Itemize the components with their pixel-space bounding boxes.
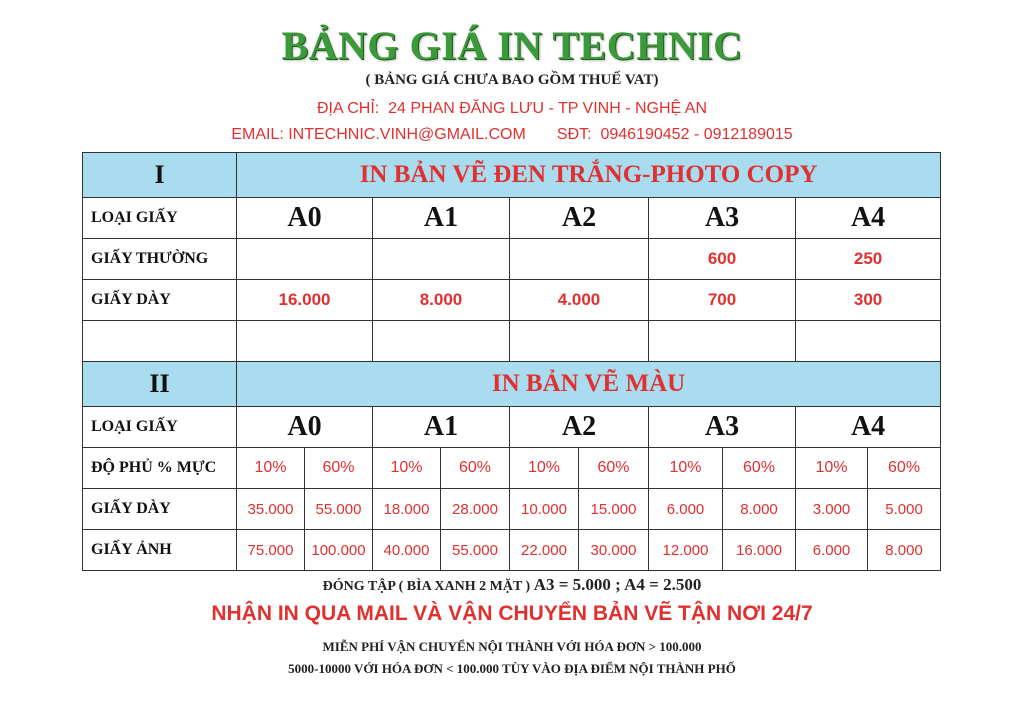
contact-line: EMAIL: INTECHNIC.VINH@GMAIL.COM SĐT: 0946190452 - 0912189015 — [231, 126, 793, 143]
paper-type-label: LOẠI GIẤY — [83, 198, 237, 239]
price-table — [82, 152, 941, 571]
empty-cell — [373, 321, 510, 362]
shipping-fee-note: 5000-10000 VỚI HÓA ĐƠN < 100.000 TÙY VÀO ĐỊA ĐIỂM NỘI THÀNH PHỐ — [288, 661, 736, 676]
price-cell: 6.000 — [796, 530, 868, 571]
price-cell: 10.000 — [510, 489, 579, 530]
empty-cell — [510, 321, 649, 362]
price-cell: 4.000 — [510, 280, 649, 321]
table-row — [83, 530, 941, 571]
section-2-title: IN BẢN VẼ MÀU — [237, 362, 941, 407]
size-a3: A3 — [649, 198, 796, 239]
section-2-number: II — [83, 362, 237, 407]
coverage-cell: 60% — [441, 448, 510, 489]
price-cell: 40.000 — [373, 530, 441, 571]
size-a1: A1 — [373, 198, 510, 239]
price-cell: 55.000 — [441, 530, 510, 571]
coverage-cell: 10% — [796, 448, 868, 489]
size-a0: A0 — [237, 198, 373, 239]
price-cell: 250 — [796, 239, 941, 280]
paper-type-label: LOẠI GIẤY — [83, 407, 237, 448]
table-row — [83, 489, 941, 530]
price-cell — [237, 239, 373, 280]
price-cell: 3.000 — [796, 489, 868, 530]
price-cell: 28.000 — [441, 489, 510, 530]
empty-cell — [649, 321, 796, 362]
section-2-header — [83, 362, 941, 407]
size-a2: A2 — [510, 198, 649, 239]
binding-prices: A3 = 5.000 ; A4 = 2.500 — [533, 575, 702, 594]
price-cell: 5.000 — [868, 489, 941, 530]
service-headline: NHẬN IN QUA MAIL VÀ VẬN CHUYỂN BẢN VẼ TẬN NƠI 24/7 — [211, 602, 813, 625]
table-row — [83, 239, 941, 280]
coverage-cell: 60% — [868, 448, 941, 489]
empty-row — [83, 321, 941, 362]
price-cell: 55.000 — [305, 489, 373, 530]
price-cell — [510, 239, 649, 280]
coverage-cell: 10% — [237, 448, 305, 489]
size-a1: A1 — [373, 407, 510, 448]
price-cell: 35.000 — [237, 489, 305, 530]
price-cell: 700 — [649, 280, 796, 321]
size-a0: A0 — [237, 407, 373, 448]
section-1-number: I — [83, 153, 237, 198]
price-cell: 8.000 — [373, 280, 510, 321]
price-cell: 6.000 — [649, 489, 723, 530]
binding-note — [0, 575, 1024, 595]
price-cell: 600 — [649, 239, 796, 280]
section-1-header — [83, 153, 941, 198]
coverage-cell: 10% — [649, 448, 723, 489]
price-cell: 16.000 — [723, 530, 796, 571]
price-cell: 300 — [796, 280, 941, 321]
size-a3: A3 — [649, 407, 796, 448]
row-label: GIẤY THƯỜNG — [83, 239, 237, 280]
empty-cell — [237, 321, 373, 362]
price-cell — [373, 239, 510, 280]
price-cell: 18.000 — [373, 489, 441, 530]
page-title: BẢNG GIÁ IN TECHNIC — [281, 23, 743, 68]
free-shipping-note: MIỄN PHÍ VẬN CHUYỂN NỘI THÀNH VỚI HÓA ĐƠN > 100.000 — [322, 639, 702, 654]
empty-cell — [796, 321, 941, 362]
section-2-sizes-row — [83, 407, 941, 448]
coverage-cell: 10% — [373, 448, 441, 489]
coverage-cell: 10% — [510, 448, 579, 489]
table-row — [83, 280, 941, 321]
price-cell: 30.000 — [579, 530, 649, 571]
price-cell: 15.000 — [579, 489, 649, 530]
price-cell: 75.000 — [237, 530, 305, 571]
vat-note: ( BẢNG GIÁ CHƯA BAO GỒM THUẾ VAT) — [365, 72, 659, 88]
size-a4: A4 — [796, 198, 941, 239]
coverage-cell: 60% — [579, 448, 649, 489]
coverage-cell: 60% — [305, 448, 373, 489]
price-cell: 22.000 — [510, 530, 579, 571]
price-cell: 8.000 — [723, 489, 796, 530]
size-a4: A4 — [796, 407, 941, 448]
price-cell: 8.000 — [868, 530, 941, 571]
row-label: GIẤY DÀY — [83, 489, 237, 530]
binding-label: ĐÓNG TẬP ( BÌA XANH 2 MẶT ) — [322, 579, 531, 594]
empty-cell — [83, 321, 237, 362]
price-cell: 12.000 — [649, 530, 723, 571]
price-cell: 16.000 — [237, 280, 373, 321]
row-label: GIẤY DÀY — [83, 280, 237, 321]
size-a2: A2 — [510, 407, 649, 448]
coverage-row — [83, 448, 941, 489]
price-cell: 100.000 — [305, 530, 373, 571]
section-1-title: IN BẢN VẼ ĐEN TRẮNG-PHOTO COPY — [237, 153, 941, 198]
coverage-cell: 60% — [723, 448, 796, 489]
row-label: GIẤY ẢNH — [83, 530, 237, 571]
address-line: ĐỊA CHỈ: 24 PHAN ĐĂNG LƯU - TP VINH - NGHỆ AN — [316, 100, 708, 117]
section-1-sizes-row — [83, 198, 941, 239]
coverage-label: ĐỘ PHỦ % MỰC — [83, 448, 237, 489]
